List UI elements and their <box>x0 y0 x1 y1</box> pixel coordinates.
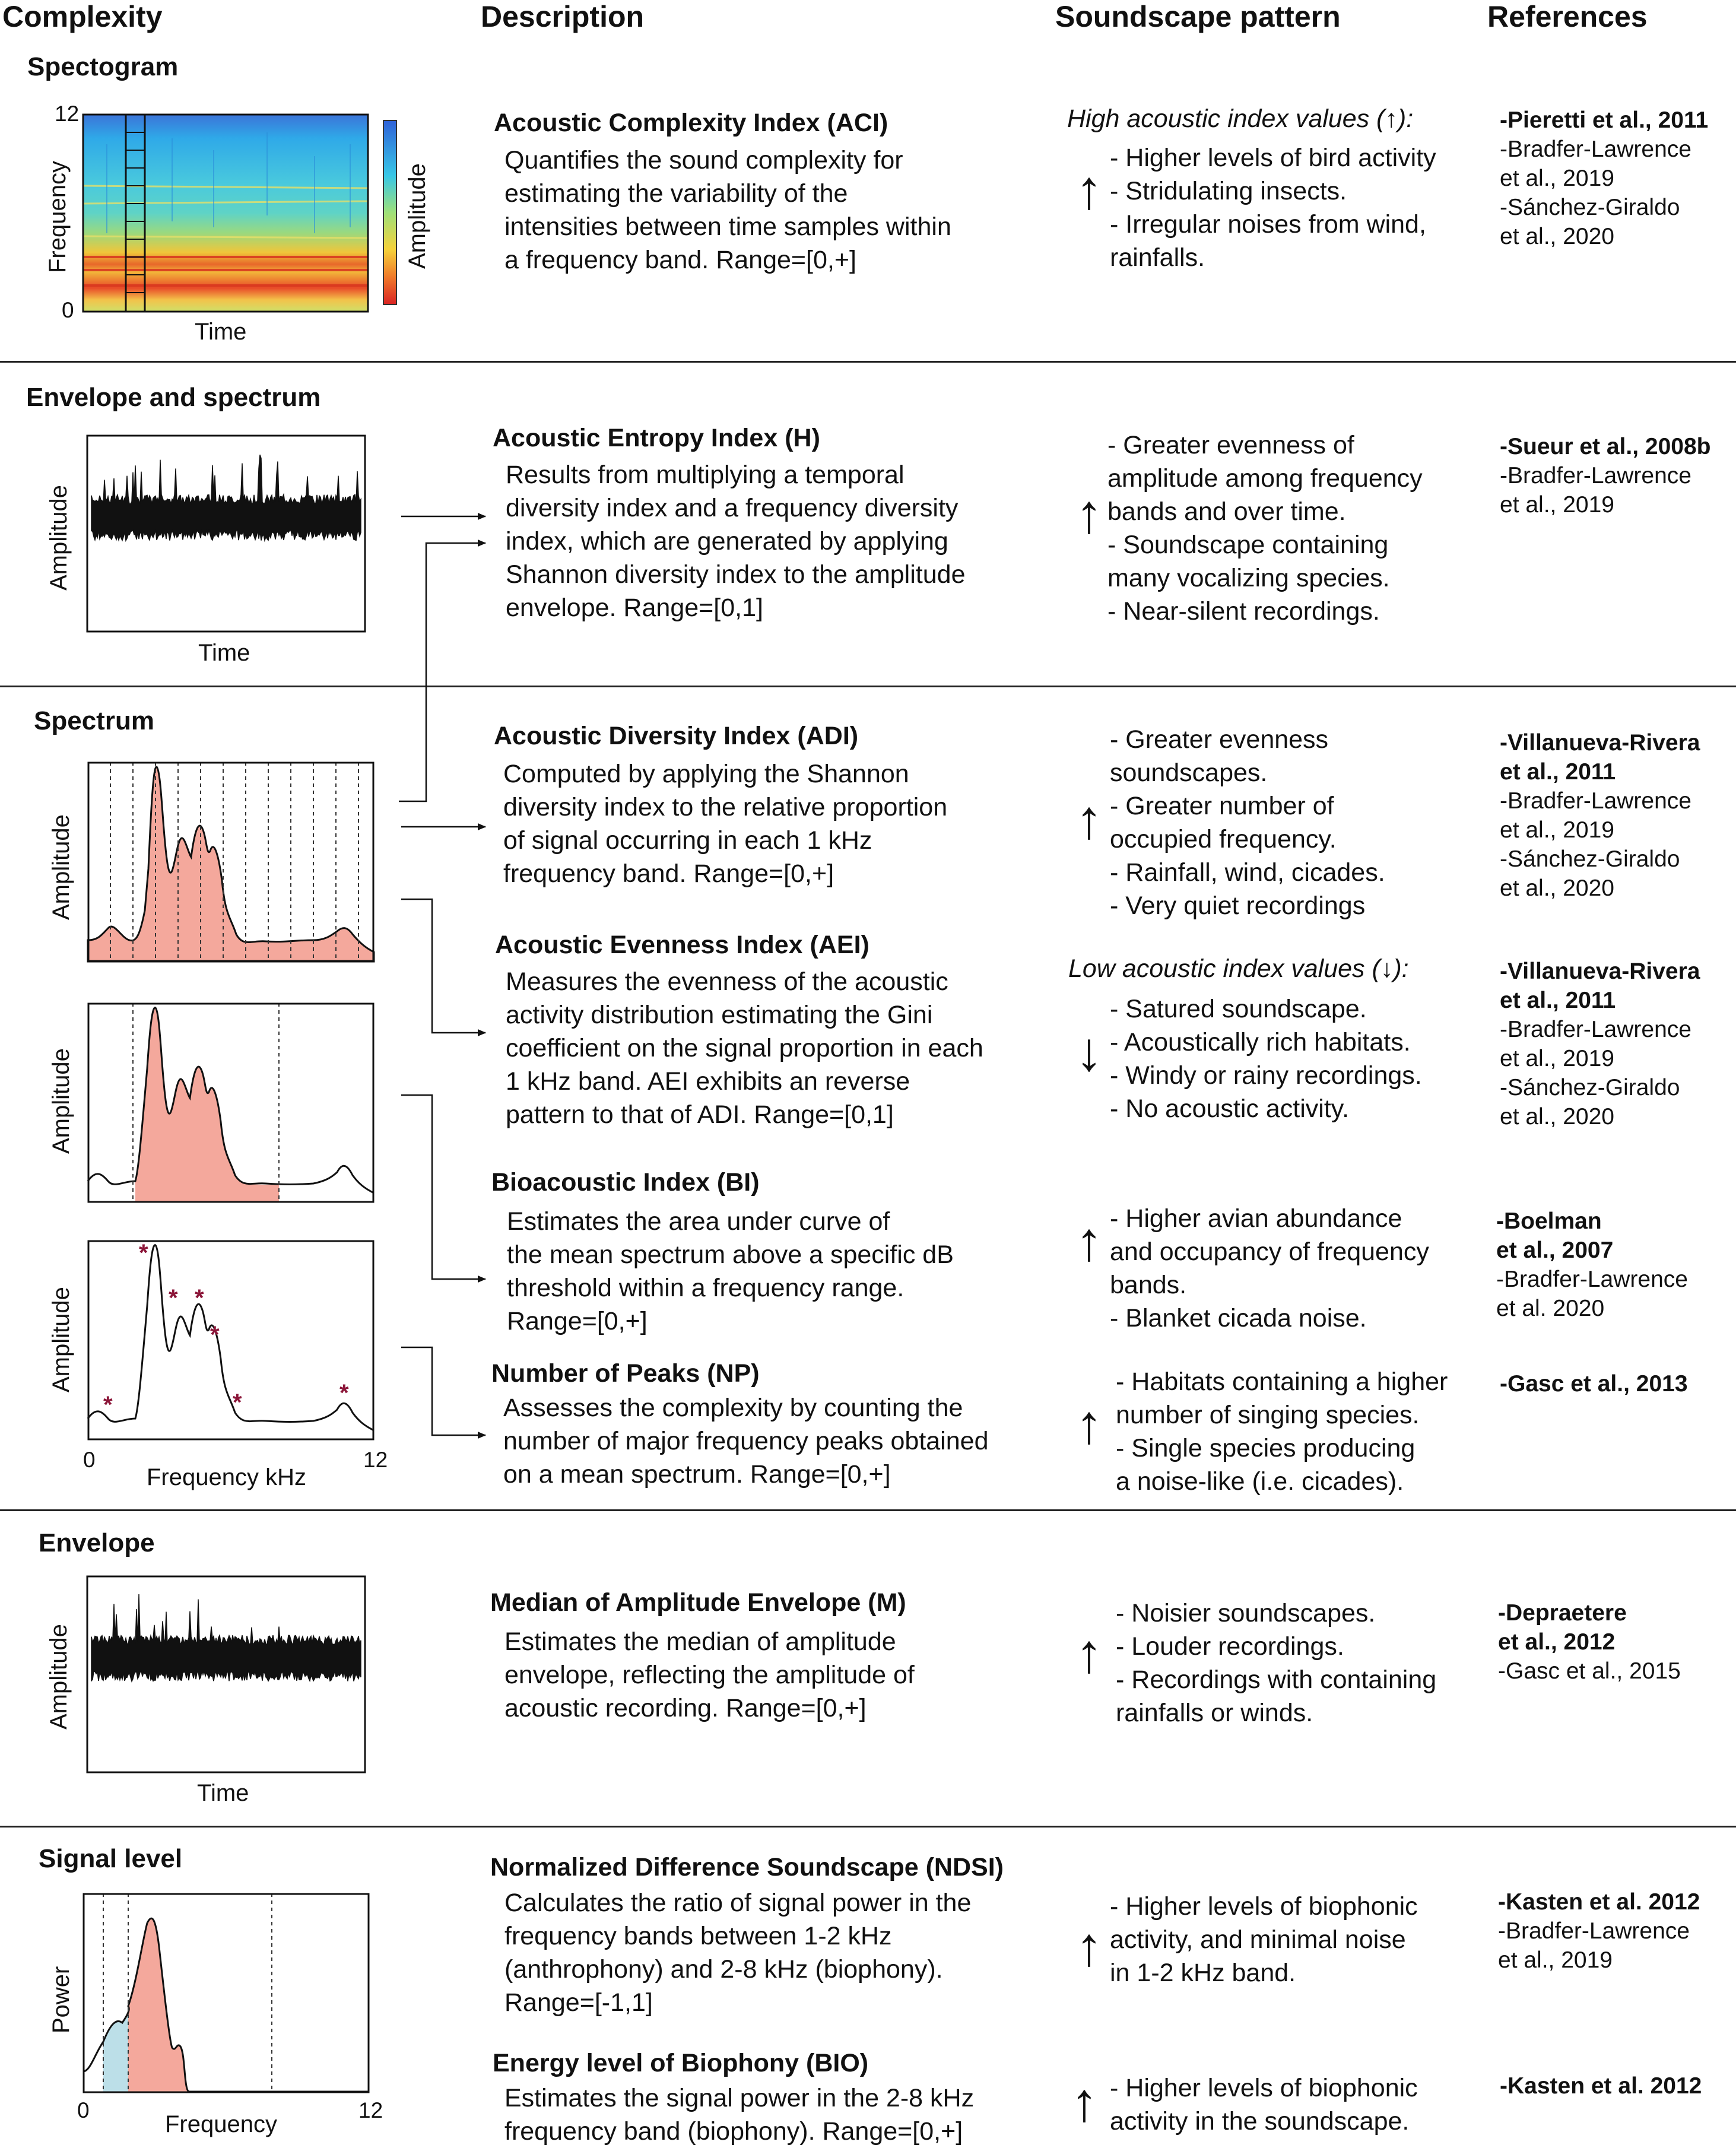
ref-secondary: -Bradfer-Lawrence et al., 2019 -Sánchez-Giraldo et al., 2020 <box>1500 137 1691 249</box>
refs-aei <box>1500 957 1700 1131</box>
header-pattern: Soundscape pattern <box>1055 0 1341 33</box>
pattern-h: - Greater evenness of amplitude among frequency bands and over time. - Soundscape containing many vocalizing species. - Near-silent recordings. <box>1107 431 1423 626</box>
section-envelope-spectrum: Envelope and spectrum <box>26 383 321 412</box>
ref-primary: -Depraetere et al., 2012 <box>1498 1600 1627 1655</box>
pattern-header-high: High acoustic index values (↑): <box>1067 104 1414 133</box>
header-complexity: Complexity <box>2 0 163 33</box>
axis-label-amplitude: Amplitude <box>48 1048 74 1154</box>
pattern-ndsi: - Higher levels of biophonic activity, and minimal noise in 1-2 kHz band. <box>1110 1892 1418 1987</box>
arrow-up-icon: ↑ <box>1075 1211 1103 1272</box>
index-title-aci: Acoustic Complexity Index (ACI) <box>494 109 888 137</box>
index-desc-np: Assesses the complexity by counting the number of major frequency peaks obtained on a mean spectrum. Range=[0,+] <box>503 1394 989 1489</box>
axis-label-frequency: Frequency <box>165 2111 277 2137</box>
index-title-bi: Bioacoustic Index (BI) <box>491 1168 760 1197</box>
arrow-up-icon: ↑ <box>1075 160 1103 220</box>
index-desc-h: Results from multiplying a temporal diversity index and a frequency diversity index, which are generated by applying Shannon diversity index to the amplitude envelope. Range=[0,1] <box>506 461 966 622</box>
axis-label-time: Time <box>195 319 247 345</box>
section-spectrogram: Spectogram <box>27 52 179 81</box>
section-signal-level: Signal level <box>39 1844 183 1873</box>
refs-bi <box>1496 1207 1688 1323</box>
pattern-m: - Noisier soundscapes. - Louder recordings. - Recordings with containing rainfalls or winds. <box>1116 1599 1437 1727</box>
index-title-adi: Acoustic Diversity Index (ADI) <box>494 722 859 750</box>
tick-label: 0 <box>62 298 74 322</box>
index-title-ndsi: Normalized Difference Soundscape (NDSI) <box>490 1853 1004 1882</box>
index-desc-aei: Measures the evenness of the acoustic activity distribution estimating the Gini coefficient on the signal proportion in each 1 kHz band. AEI exhibits an reverse pattern to that of ADI. Range=[0,1] <box>506 967 983 1129</box>
ref-secondary: -Bradfer-Lawrence et al. 2020 <box>1496 1267 1688 1321</box>
pattern-header-low: Low acoustic index values (↓): <box>1068 954 1409 983</box>
tick-label: 12 <box>358 2098 383 2122</box>
ref-primary: -Pieretti et al., 2011 <box>1500 107 1709 133</box>
axis-label-amplitude: Amplitude <box>46 1624 72 1730</box>
axis-label-amplitude: Amplitude <box>46 485 72 591</box>
arrow-up-icon: ↑ <box>1075 789 1103 850</box>
axis-label-power: Power <box>48 1966 74 2033</box>
refs-h <box>1500 432 1710 519</box>
index-desc-adi: Computed by applying the Shannon diversity index to the relative proportion of signal occurring in each 1 kHz frequency band. Range=[0,+] <box>503 760 948 888</box>
arrow-up-icon: ↑ <box>1075 1394 1103 1455</box>
arrow-up-icon: ↑ <box>1075 484 1103 544</box>
index-desc-bio: Estimates the signal power in the 2-8 kHz frequency band (biophony). Range=[0,+] <box>504 2084 975 2146</box>
ref-primary: -Kasten et al. 2012 <box>1498 1889 1700 1915</box>
ref-primary: -Kasten et al. 2012 <box>1500 2073 1702 2099</box>
index-title-bio: Energy level of Biophony (BIO) <box>493 2049 869 2077</box>
index-desc-aci: Quantifies the sound complexity for estimating the variability of the intensities between time samples within a frequency band. Range=[0,+] <box>504 146 951 274</box>
ref-primary: -Gasc et al., 2013 <box>1500 1371 1688 1397</box>
pattern-np: - Habitats containing a higher number of singing species. - Single species producing a noise-like (i.e. cicades). <box>1116 1368 1448 1496</box>
axis-label-frequency: Frequency <box>45 161 71 273</box>
axis-label-time: Time <box>197 1780 249 1806</box>
tick-label: 0 <box>77 2098 90 2122</box>
refs-np <box>1500 1369 1688 1398</box>
ref-primary: -Villanueva-Rivera et al., 2011 <box>1500 959 1700 1013</box>
axis-label-amplitude: Amplitude <box>48 814 74 920</box>
peak-star: * <box>339 1380 349 1406</box>
ref-secondary: -Bradfer-Lawrence et al., 2019 <box>1500 463 1691 518</box>
peak-star: * <box>103 1392 113 1418</box>
ref-primary: -Boelman et al., 2007 <box>1496 1208 1614 1263</box>
index-title-h: Acoustic Entropy Index (H) <box>493 424 820 452</box>
axis-label-frequency-khz: Frequency kHz <box>147 1464 306 1490</box>
refs-ndsi <box>1498 1887 1700 1975</box>
ref-primary: -Villanueva-Rivera et al., 2011 <box>1500 730 1700 785</box>
arrow-up-icon: ↑ <box>1071 2072 1098 2133</box>
refs-m <box>1498 1598 1681 1686</box>
refs-adi <box>1500 728 1700 903</box>
peak-star: * <box>195 1285 204 1311</box>
refs-aci <box>1500 106 1708 251</box>
axis-label-amplitude: Amplitude <box>404 163 430 269</box>
pattern-bi: - Higher avian abundance and occupancy of frequency bands. - Blanket cicada noise. <box>1110 1204 1429 1332</box>
pattern-adi: - Greater evenness soundscapes. - Greater number of occupied frequency. - Rainfall, wind, cicades. - Very quiet recordings <box>1110 725 1385 920</box>
ref-secondary: -Bradfer-Lawrence et al., 2019 <box>1498 1918 1690 1973</box>
ref-secondary: -Gasc et al., 2015 <box>1498 1658 1681 1684</box>
refs-bio <box>1500 2071 1702 2101</box>
index-desc-m: Estimates the median of amplitude envelope, reflecting the amplitude of acoustic recording. Range=[0,+] <box>504 1627 915 1722</box>
index-desc-ndsi: Calculates the ratio of signal power in the frequency bands between 1-2 kHz (anthrophony) and 2-8 kHz (biophony). Range=[-1,1] <box>504 1889 972 2017</box>
peak-star: * <box>139 1240 148 1266</box>
index-title-np: Number of Peaks (NP) <box>491 1359 760 1388</box>
section-spectrum: Spectrum <box>34 706 154 735</box>
peak-star: * <box>169 1285 178 1311</box>
tick-label: 12 <box>363 1448 388 1472</box>
pattern-aci: - Higher levels of bird activity - Stridulating insects. - Irregular noises from wind, rainfalls. <box>1110 144 1436 272</box>
ref-secondary: -Bradfer-Lawrence et al., 2019 -Sánchez-Giraldo et al., 2020 <box>1500 788 1691 901</box>
axis-label-time: Time <box>198 640 250 666</box>
header-description: Description <box>481 0 645 33</box>
axis-label-amplitude: Amplitude <box>48 1287 74 1392</box>
index-title-aei: Acoustic Evenness Index (AEI) <box>495 931 869 959</box>
arrow-up-icon: ↑ <box>1075 1623 1103 1684</box>
pattern-bio: - Higher levels of biophonic activity in the soundscape. <box>1110 2074 1418 2136</box>
section-envelope: Envelope <box>39 1528 155 1557</box>
peak-star: * <box>233 1389 242 1416</box>
ref-secondary: -Bradfer-Lawrence et al., 2019 -Sánchez-Giraldo et al., 2020 <box>1500 1017 1691 1129</box>
index-title-m: Median of Amplitude Envelope (M) <box>490 1588 906 1617</box>
header-references: References <box>1487 0 1648 33</box>
arrow-down-icon: ↓ <box>1075 1021 1103 1082</box>
arrow-up-icon: ↑ <box>1075 1917 1103 1977</box>
pattern-aei: - Satured soundscape. - Acoustically rich habitats. - Windy or rainy recordings. - No acoustic activity. <box>1110 995 1422 1123</box>
peak-star: * <box>210 1322 220 1348</box>
tick-label: 0 <box>83 1448 96 1472</box>
index-desc-bi: Estimates the area under curve of the mean spectrum above a specific dB threshold within a frequency range. Range=[0,+] <box>507 1207 954 1335</box>
tick-label: 12 <box>55 101 80 126</box>
ref-primary: -Sueur et al., 2008b <box>1500 434 1711 459</box>
